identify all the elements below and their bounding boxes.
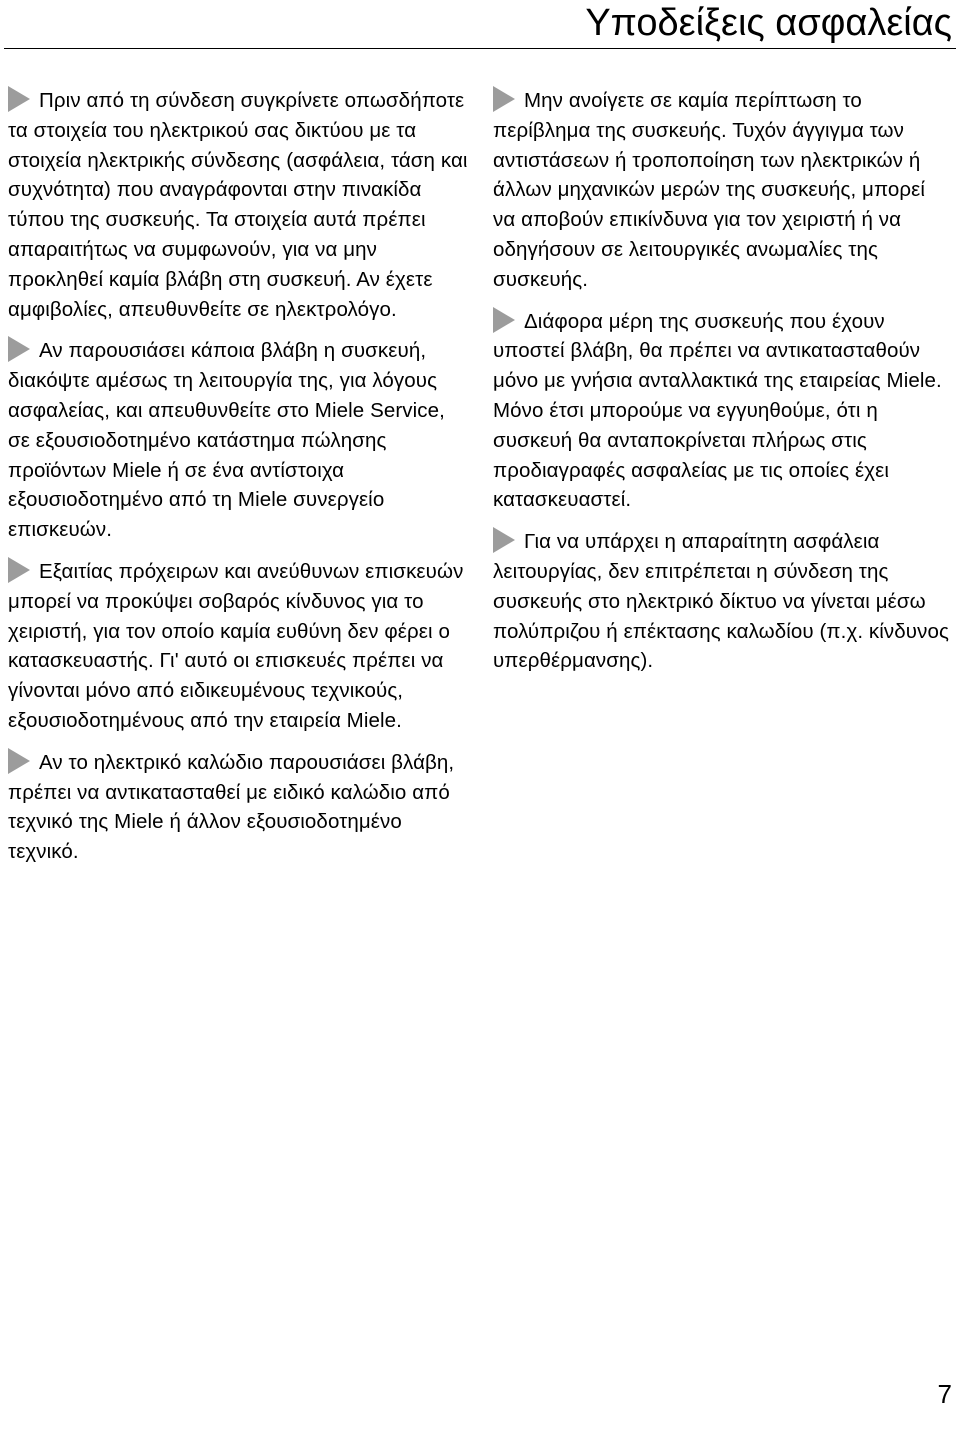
safety-instruction-text: Για να υπάρχει η απαραίτητη ασφάλεια λειτουργίας, δεν επιτρέπεται η σύνδεση της συσκευής στο ηλεκτρικό δίκτυο να γίνεται μέσω πολύπριζου ή επέκτασης καλωδίου (π.χ. κίνδυνος υπερθέρμανσης).: [493, 530, 949, 673]
safety-instruction: [493, 307, 953, 516]
header-divider: [4, 48, 956, 49]
safety-instruction-text: Μην ανοίγετε σε καμία περίπτωση το περίβλημα της συσκευής. Τυχόν άγγιγμα των αντιστάσεων ή τροποποίηση των ηλεκτρικών ή άλλων μηχανικών μερών της συσκευής, μπορεί να αποβούν επικίνδυνα για τον χειριστή ή να οδηγήσουν σε λειτουργικές ανωμαλίες της συσκευής.: [493, 89, 926, 291]
page-title: Υποδείξεις ασφαλείας: [585, 2, 952, 44]
triangle-bullet-icon: [8, 336, 30, 362]
safety-instruction: [8, 748, 468, 867]
right-column: [493, 86, 953, 688]
triangle-bullet-icon: [8, 86, 30, 112]
triangle-bullet-icon: [493, 307, 515, 333]
page-number: 7: [937, 1379, 952, 1409]
safety-instruction-text: Αν παρουσιάσει κάποια βλάβη η συσκευή, διακόψτε αμέσως τη λειτουργία της, για λόγους ασφαλείας, και απευθυνθείτε στο Miele Service, σε εξουσιοδοτημένο κατάστημα πώλησης προϊόντων Miele ή σε ένα αντίστοιχα εξουσιοδοτημένο από τη Miele συνεργείο επισκευών.: [8, 339, 445, 542]
safety-instruction-text: Αν το ηλεκτρικό καλώδιο παρουσιάσει βλάβη, πρέπει να αντικατασταθεί με ειδικό καλώδιο από τεχνικό της Miele ή άλλον εξουσιοδοτημένο τεχνικό.: [8, 750, 455, 864]
triangle-bullet-icon: [493, 86, 515, 112]
safety-instruction: [493, 527, 953, 676]
safety-instruction: [8, 557, 468, 736]
left-column: [8, 86, 468, 879]
safety-instruction-text: Πριν από τη σύνδεση συγκρίνετε οπωσδήποτε τα στοιχεία του ηλεκτρικού σας δικτύου με τα στοιχεία ηλεκτρικής σύνδεσης (ασφάλεια, τάση και συχνότητα) που αναγράφονται στην πινακίδα τύπου της συσκευής. Τα στοιχεία αυτά πρέπει απαραιτήτως να συμφωνούν, για να μην προκληθεί καμία βλάβη στη συσκευή. Αν έχετε αμφιβολίες, απευθυνθείτε σε ηλεκτρολόγο.: [8, 89, 468, 321]
safety-instruction: [8, 86, 468, 324]
safety-instruction-text: Εξαιτίας πρόχειρων και ανεύθυνων επισκευών μπορεί να προκύψει σοβαρός κίνδυνος για το χειριστή, για τον οποίο καμία ευθύνη δεν φέρει ο κατασκευαστής. Γι' αυτό οι επισκευές πρέπει να γίνονται μόνο από ειδικευμένους τεχνικούς, εξουσιοδοτημένους από την εταιρεία Miele.: [8, 559, 464, 732]
safety-instruction: [493, 86, 953, 295]
triangle-bullet-icon: [8, 748, 30, 774]
safety-instruction: [8, 336, 468, 545]
safety-instruction-text: Διάφορα μέρη της συσκευής που έχουν υποστεί βλάβη, θα πρέπει να αντικατασταθούν μόνο με γνήσια ανταλλακτικά της εταιρείας Miele. Μόνο έτσι μπορούμε να εγγυηθούμε, ότι η συσκευή θα ανταποκρίνεται πλήρως στις προδιαγραφές ασφαλείας με τις οποίες έχει κατασκευαστεί.: [493, 309, 942, 512]
triangle-bullet-icon: [8, 557, 30, 583]
triangle-bullet-icon: [493, 527, 515, 553]
